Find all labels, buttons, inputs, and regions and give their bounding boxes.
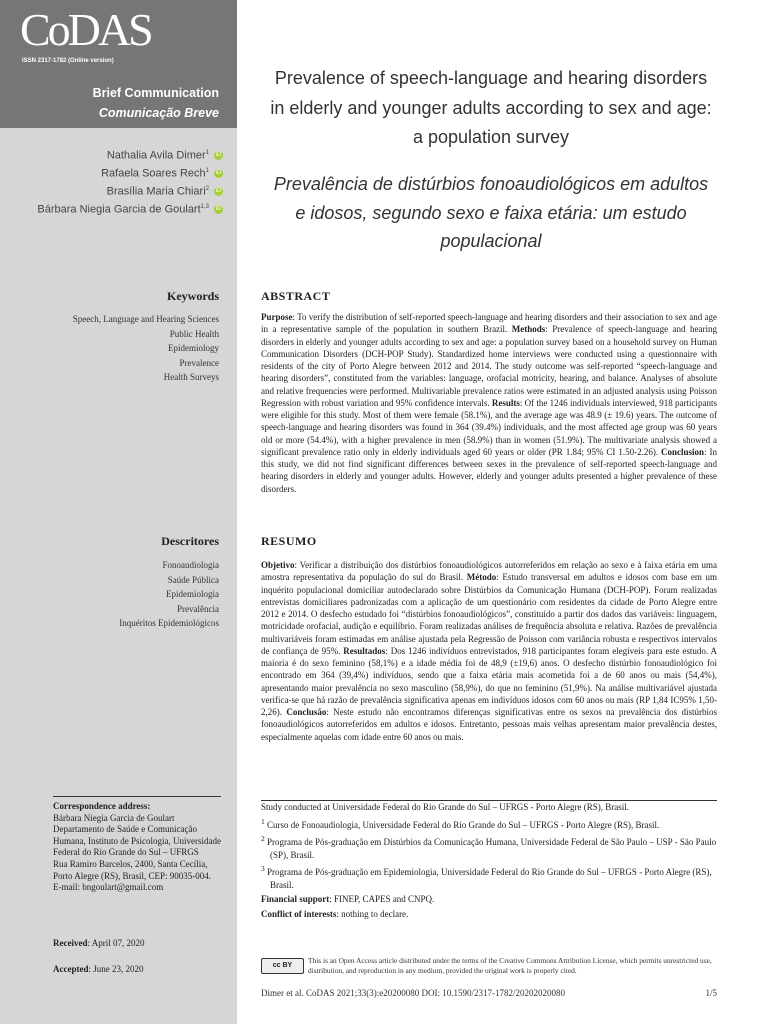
citation: Dimer et al. CoDAS 2021;33(3):e20200080 DOI: 10.1590/2317-1782/20202020080 [261, 988, 565, 998]
license-block [261, 956, 717, 980]
license-text: This is an Open Access article distributed under the terms of the Creative Commons Attribution License, which permits unrestricted use, distribution, and reproduction in any medium, provided the original work is properly cited. [308, 956, 712, 975]
received-date: Received: April 07, 2020 [53, 938, 145, 948]
author: Bárbara Niegia Garcia de Goulart$^{1,3}$ iD [37, 203, 222, 216]
page-number: 1/5 [705, 988, 717, 998]
keyword: Public Health [169, 328, 219, 339]
descritor: Fonoaudiologia [162, 560, 219, 570]
descritor: Epidemiologia [166, 589, 219, 600]
cc-by-badge-icon[interactable]: cc BY [261, 958, 304, 974]
title-english: Prevalence of speech-language and hearing disorders in elderly and younger adults according to sex and age: a population survey [270, 68, 712, 147]
footnote: $^2$ Programa de Pós-graduação em Distúrbios da Comunicação Humana, Universidade Federal de São Paulo – USP - São Paulo (SP), Brasil. [261, 834, 717, 860]
descritor: Inquéritos Epidemiológicos [119, 618, 219, 629]
descritor: Prevalência [177, 603, 219, 614]
footnote: $^1$ Curso de Fonoaudiologia, Universidade Federal do Rio Grande do Sul – UFRGS - Porto Alegre (RS), Brasil. [261, 816, 660, 830]
abstract-body: Purpose: To verify the distribution of self-reported speech-language and hearing disorders and their association to sex and age in a representative sample of the population in southern Brazil. Methods: Prevalence of speech-language and hearing disorders in elderly and younger adults according to sex and age: a population survey based on a household survey on Human Communication Disorders (DCH-POP Study). Standardized home interviews were conducted using a questionnaire with residents of the city of Porto Alegre between 2012 and 2014. The study outcome was self-reported “speech-language and hearing disorders”, constituted from the variables: language, orofacial motricity, hearing, and balance. Analyses of absolute and relative frequencies were performed. Multivariable prevalence ratios were estimated in an adjusted analysis using Poisson Regression with robust variation and 95% confidence intervals. Results: Of the 1246 individuals interviewed, 918 participants were eligible for this study. Most of them were female (58.1%), and the average age was 48.9 (± 19.6) years. The outcome of speech-language and hearing disorders was found in 364 (39.4%) individuals, and the most affected age group was 60 years old or more (54.4%), with a higher prevalence in men (58.9%) than in women (51.9%). The multivariate analysis showed a significant prevalence ratio only in elderly individuals aged 60 years or older (PR 1.84; 95% CI 1.50-2.26). Conclusion: In this study, we did not find significant differences between sexes in the prevalence of self-reported speech-language and hearing disorders in elderly and younger adults. However, elderly and younger adults presented a higher prevalence of these disorders. [261, 312, 718, 494]
footnote: $^3$ Programa de Pós-graduação em Epidemiologia, Universidade Federal do Rio Grande do Sul – UFRGS - Porto Alegre (RS), Brasil. [261, 864, 712, 890]
page-footer [261, 988, 717, 998]
keywords-list [49, 312, 219, 385]
article-type-pt: Comunicação Breve [98, 106, 219, 120]
abstract-heading: ABSTRACT [261, 289, 331, 303]
author: Nathalia Avila Dimer$^1$ iD [106, 149, 222, 162]
article-type-en: Brief Communication [92, 86, 219, 100]
correspondence-line: Departamento de Saúde e Comunicação Humana, Instituto de Psicologia, Universidade Federal do Rio Grande do Sul – UFRGS [53, 824, 221, 858]
journal-logo: CoDAS [20, 4, 151, 55]
orcid-icon[interactable]: iD [215, 152, 222, 159]
author: Rafaela Soares Rech$^1$ iD [101, 167, 222, 180]
correspondence-email[interactable]: E-mail: bngoulart@gmail.com [53, 882, 164, 893]
journal-brand-panel [0, 0, 237, 128]
orcid-icon[interactable]: iD [215, 206, 222, 213]
descritor: Saúde Pública [167, 574, 219, 585]
correspondence-title: Correspondence address: [53, 801, 151, 811]
author-list [37, 144, 223, 216]
descritores-list [49, 558, 219, 631]
keywords-title: Keywords [167, 289, 219, 303]
study-location: Study conducted at Universidade Federal do Rio Grande do Sul – UFRGS - Porto Alegre (RS), Brasil. [261, 802, 629, 812]
resumo-body: Objetivo: Verificar a distribuição dos distúrbios fonoaudiológicos autorreferidos em relação ao sexo e à faixa etária em uma amostra representativa da população do sul do Brasil. Método: Estudo transversal em adultos e idosos com base em um inquérito populacional domiciliar autodeclarado sobre Distúrbios da Comunicação Humana (DCH-POP). Foram realizadas entrevistas domiciliares padronizadas com a aplicação de um questionário com residentes da cidade de Porto Alegre entre 2012 e 2014. O desfecho estudado foi “distúrbios fonoaudiológicos”, constituído a partir dos dados das variáveis: linguagem, motricidade orofacial, audição e equilíbrio. Foram realizadas análises de frequência absoluta e relativa. Razões de prevalência multivariáveis foram estimadas em análise ajustada pela Regressão de Poisson com variância robusta e respectivos intervalos de confiança de 95%. Resultados: Dos 1246 indivíduos entrevistados, 918 participantes foram elegíveis para este estudo. A maioria é do sexo feminino (58,1%) e a idade média foi de 48,9 (±19,6) anos. O desfecho distúrbio fonoaudiológico foi encontrado em 364 (39,4%) indivíduos, sendo que a faixa etária mais acometida foi a de 60 anos ou mais (54,4%), apresentando maior prevalência no sexo masculino (58,9%), do que no feminino (51,9%). Na análise multivariável ajustada verifica-se que há razão de prevalência significativa apenas em indivíduos idosos com 60 anos ou mais (RP 1,84 IC95% 1,50-2,26). Conclusão: Neste estudo não encontramos diferenças significativas entre os sexos na prevalência dos distúrbios fonoaudiológicos autorreferidos em adultos e idosos. Entretanto, pessoas mais velhas apresentam maior prevalência destes, especialmente aquelas com idade entre 60 anos ou mais. [261, 560, 717, 742]
correspondence-address [53, 796, 221, 894]
keyword: Health Surveys [163, 372, 219, 383]
accepted-date: Accepted: June 23, 2020 [53, 964, 144, 974]
issn: ISSN 2317-1782 (Online version) [22, 58, 114, 64]
keyword: Epidemiology [168, 343, 219, 354]
orcid-icon[interactable]: iD [215, 188, 222, 195]
title-portuguese: Prevalência de distúrbios fonoaudiológicos em adultos e idosos, segundo sexo e faixa etária: um estudo populacional [273, 174, 709, 251]
correspondence-line: Rua Ramiro Barcelos, 2400, Santa Cecília, Porto Alegre (RS), Brasil, CEP: 90035-004. [53, 858, 211, 881]
descritores-title: Descritores [161, 534, 219, 548]
keyword: Speech, Language and Hearing Sciences [72, 314, 219, 324]
orcid-icon[interactable]: iD [215, 170, 222, 177]
left-sidebar [0, 0, 237, 1024]
author: Brasília Maria Chiari$^2$ iD [106, 185, 222, 198]
financial-support: Financial support: FINEP, CAPES and CNPQ. [261, 894, 435, 905]
correspondence-line: Bárbara Niegia Garcia de Goulart [53, 812, 175, 823]
conflict-of-interests: Conflict of interests: nothing to declare. [261, 909, 409, 920]
resumo-heading: RESUMO [261, 534, 317, 548]
article-notes [261, 800, 717, 923]
keyword: Prevalence [179, 357, 219, 368]
